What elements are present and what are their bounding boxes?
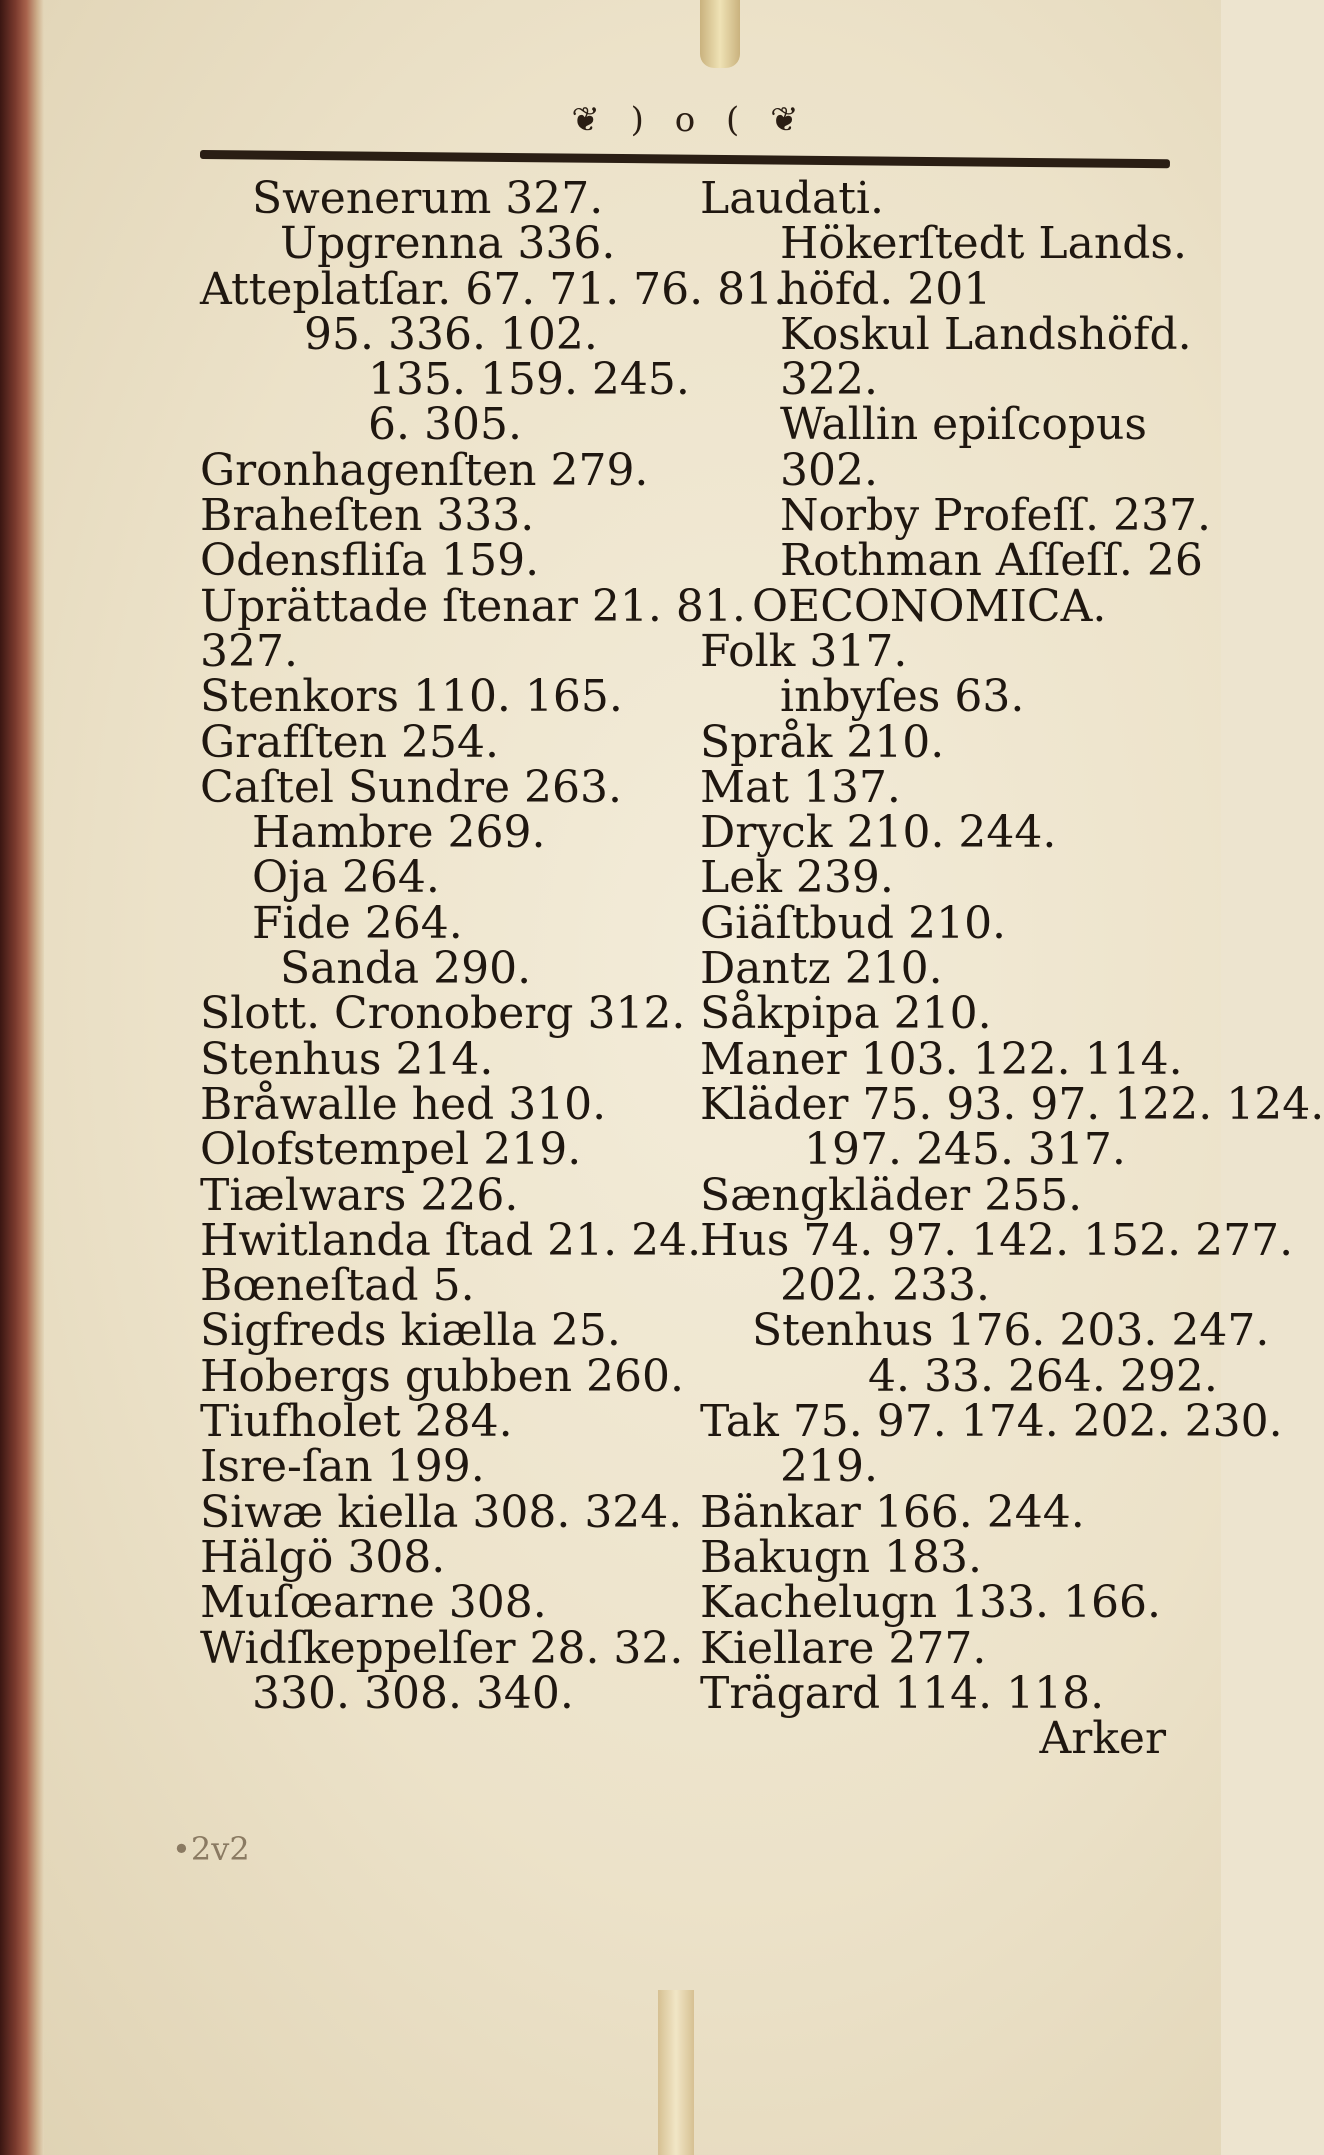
- left_column-entry: Upgrenna 336.: [280, 218, 616, 270]
- left_column-entry: Bœneſtad 5.: [200, 1260, 475, 1312]
- page-header-ornament: ❦ ) o ( ❦: [571, 100, 809, 140]
- left_column-entry: Stenhus 214.: [200, 1033, 494, 1085]
- left_column-entry: Tiufholet 284.: [200, 1396, 513, 1448]
- right_column-entry: inbyſes 63.: [780, 671, 1025, 723]
- left_column-entry: Fide 264.: [252, 897, 463, 949]
- left_column-entry: Hobergs gubben 260.: [200, 1350, 684, 1402]
- right_column-entry: Tak 75. 97. 174. 202. 230.: [700, 1396, 1283, 1448]
- left_column-entry: 6. 305.: [368, 399, 522, 451]
- right_column-entry: 219.: [780, 1441, 878, 1493]
- right_column-entry: Mat 137.: [700, 761, 901, 813]
- left_column-entry: 330. 308. 340.: [252, 1667, 574, 1719]
- right_column-entry: Hus 74. 97. 142. 152. 277.: [700, 1214, 1294, 1266]
- right_column-entry: Hökerſtedt Lands.: [780, 218, 1187, 270]
- right_column-entry: Folk 317.: [700, 625, 908, 677]
- right_column-entry: Laudati.: [700, 173, 884, 224]
- right_column-entry: Kläder 75. 93. 97. 122. 124.: [700, 1078, 1324, 1130]
- right_column-entry: 197. 245. 317.: [804, 1124, 1126, 1176]
- right_column-entry: Såkpipa 210.: [700, 988, 992, 1040]
- right_column-entry: 322.: [780, 354, 878, 406]
- right_column-entry: Kiellare 277.: [700, 1622, 987, 1674]
- right_column-entry: Stenhus 176. 203. 247.: [752, 1305, 1270, 1357]
- top-bookmark-tab: [700, 0, 740, 68]
- left_column-entry: Siwæ kiella 308. 324.: [200, 1486, 683, 1538]
- left_column-entry: Hälgö 308.: [200, 1531, 446, 1583]
- right_column-entry: Sængkläder 255.: [700, 1169, 1083, 1221]
- right_column-entry: Koskul Landshöfd.: [780, 308, 1192, 360]
- left_column-entry: 95. 336. 102.: [304, 308, 598, 360]
- right_column-entry: Lek 239.: [700, 852, 894, 904]
- right_column-entry: Dantz 210.: [700, 943, 943, 995]
- signature-mark: •2v2: [172, 1830, 250, 1868]
- right_column-entry: 4. 33. 264. 292.: [868, 1350, 1218, 1402]
- left_column-entry: Tiælwars 226.: [200, 1169, 519, 1221]
- left_column-entry: Muſœarne 308.: [200, 1577, 547, 1629]
- left_column-entry: 327.: [200, 625, 298, 677]
- left_column-entry: Swenerum 327.: [252, 173, 604, 224]
- index-right-column: [700, 173, 1324, 1765]
- right_column-entry: Trägard 114. 118.: [700, 1667, 1105, 1719]
- right_column-entry: 302.: [780, 444, 878, 496]
- catchword: Arker: [1039, 1713, 1166, 1765]
- right_column-entry: Kachelugn 133. 166.: [700, 1577, 1161, 1629]
- left_column-entry: Sanda 290.: [280, 943, 532, 995]
- left_column-entry: 135. 159. 245.: [368, 354, 690, 406]
- left_column-entry: Grafſten 254.: [200, 716, 499, 768]
- left_column-entry: Uprättade ſtenar 21. 81.: [200, 580, 746, 632]
- left_column-entry: Slott. Cronoberg 312.: [200, 988, 686, 1040]
- index-left-column: [200, 173, 788, 1719]
- bottom-bookmark-tab: [658, 1990, 694, 2155]
- right_column-entry: Giäſtbud 210.: [700, 897, 1007, 949]
- left_column-entry: Gronhagenſten 279.: [200, 444, 649, 496]
- right_column-entry: Norby Profeſſ. 237.: [780, 490, 1211, 542]
- right_column-entry: Bänkar 166. 244.: [700, 1486, 1085, 1538]
- right_column-entry: Dryck 210. 244.: [700, 807, 1057, 859]
- right_column-entry: Språk 210.: [700, 716, 945, 768]
- left_column-entry: Bråwalle hed 310.: [200, 1078, 607, 1130]
- book-binding-edge: [0, 0, 44, 2155]
- right_column-entry: höfd. 201: [780, 263, 992, 315]
- left_column-entry: Caſtel Sundre 263.: [200, 761, 622, 813]
- left_column-entry: Widſkeppelſer 28. 32.: [200, 1622, 684, 1674]
- right_column-entry: 202. 233.: [780, 1260, 990, 1312]
- right_column-entry: Rothman Aſſeſſ. 26: [780, 535, 1203, 587]
- left_column-entry: Isre-ſan 199.: [200, 1441, 485, 1493]
- left_column-entry: Hwitlanda ſtad 21. 24.: [200, 1214, 702, 1266]
- right_column-entry: Bakugn 183.: [700, 1531, 983, 1583]
- left_column-entry: Hambre 269.: [252, 807, 546, 859]
- left_column-entry: Oja 264.: [252, 852, 440, 904]
- left_column-entry: Odensfliſa 159.: [200, 535, 540, 587]
- left_column-entry: Olofstempel 219.: [200, 1124, 582, 1176]
- left_column-entry: Stenkors 110. 165.: [200, 671, 623, 723]
- right_column-entry: Wallin epiſcopus: [780, 399, 1147, 451]
- left_column-entry: Sigfreds kiælla 25.: [200, 1305, 621, 1357]
- left_column-entry: Braheſten 333.: [200, 490, 535, 542]
- left_column-entry: Atteplatſar. 67. 71. 76. 81.: [200, 263, 788, 315]
- right_column-entry: Maner 103. 122. 114.: [700, 1033, 1183, 1085]
- right_column-entry: OECONOMICA.: [752, 580, 1107, 632]
- header-rule: [200, 150, 1170, 168]
